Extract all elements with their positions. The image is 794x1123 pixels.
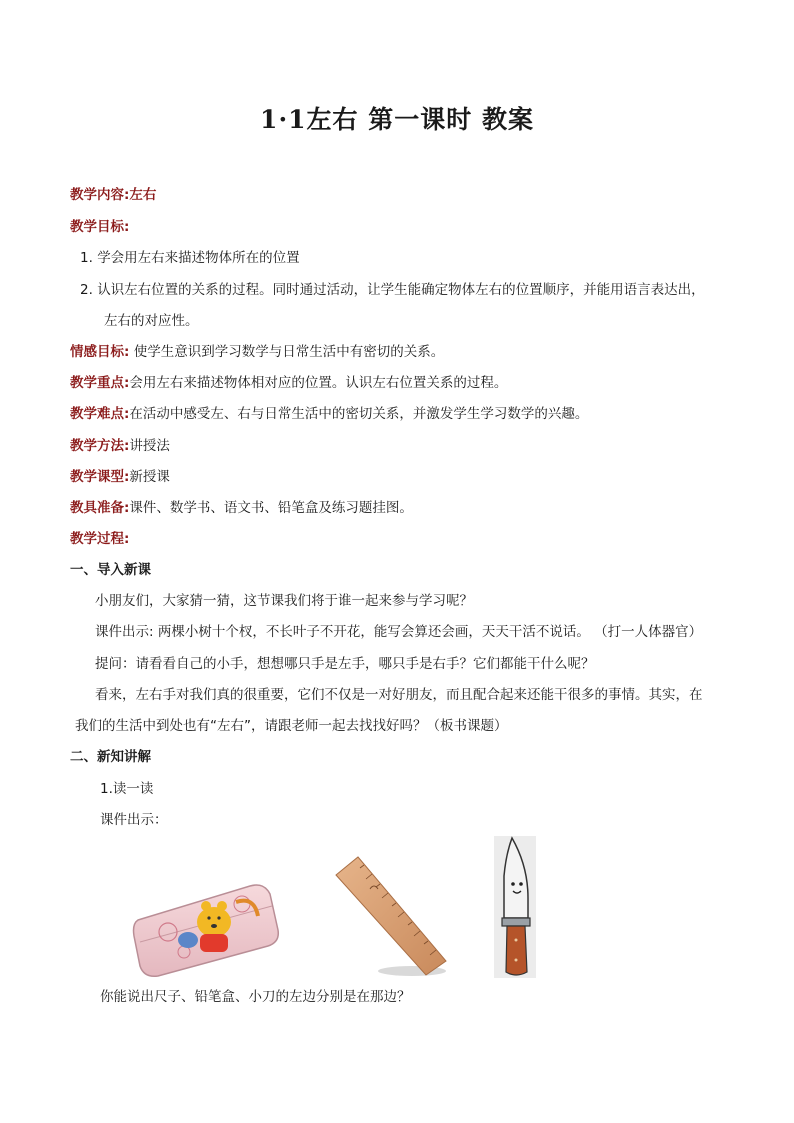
difficulty-line: [70, 404, 588, 424]
section1-p1: 小朋友们，大家猜一猜，这节课我们将于谁一起来参与学习呢？: [95, 593, 473, 609]
goal-item-1-text: 学会用左右来描述物体所在的位置: [97, 250, 300, 266]
goal-item-2-cont: 左右的对应性。: [104, 313, 199, 329]
tools-value: 课件、数学书、语文书、铅笔盒及练习题挂图。: [129, 500, 413, 516]
section1-p5: 我们的生活中到处也有“左右”，请跟老师一起去找找好吗？（板书课题）: [75, 718, 508, 734]
section1-p3: 提问：请看看自己的小手，想想哪只手是左手，哪只手是右手？它们都能干什么呢？: [95, 656, 595, 672]
wooden-ruler-illustration: [334, 855, 448, 979]
section2-heading: 二、新知讲解: [70, 749, 151, 765]
pencil-case-illustration: [132, 880, 280, 978]
process-line: [70, 529, 129, 549]
difficulty-value: 在活动中感受左、右与日常生活中的密切关系，并激发学生学习数学的兴趣。: [129, 406, 589, 422]
process-label: 教学过程:: [70, 531, 130, 547]
section2-question: 你能说出尺子、铅笔盒、小刀的左边分别是在那边？: [100, 989, 411, 1005]
difficulty-label: 教学难点:: [70, 406, 130, 422]
content-label: 教学内容:: [70, 187, 130, 203]
goal-item-2: [80, 280, 705, 300]
goal-item-2-num: 2.: [80, 282, 93, 298]
section2-show: 课件出示：: [100, 812, 168, 828]
section1-p2: 课件出示: 两棵小树十个杈，不长叶子不开花，能写会算还会画，天天干活不说话。 （打一人体器官）: [95, 624, 703, 640]
goal-item-1-num: 1.: [80, 250, 93, 266]
tools-label: 教具准备:: [70, 500, 130, 516]
content-value: 左右: [129, 187, 157, 203]
emotion-line: [70, 342, 444, 362]
ruler-image: [334, 855, 448, 979]
type-line: [70, 467, 170, 487]
section2-sub: 1.读一读: [100, 781, 154, 797]
emotion-value: 使学生意识到学习数学与日常生活中有密切的关系。: [129, 344, 445, 360]
type-label: 教学课型:: [70, 469, 130, 485]
page-title: 1·1左右 第一课时 教案: [260, 105, 534, 134]
goal-item-2-text: 认识左右位置的关系的过程。同时通过活动，让学生能确定物体左右的位置顺序，并能用语言表达出，: [97, 282, 705, 298]
section1-p4: 看来，左右手对我们真的很重要，它们不仅是一对好朋友，而且配合起来还能干很多的事情。其实，在: [95, 687, 703, 703]
method-line: [70, 436, 170, 456]
section1-heading: 一、导入新课: [70, 562, 151, 578]
method-label: 教学方法:: [70, 438, 130, 454]
key-line: [70, 373, 507, 393]
goal-item-1: [80, 248, 300, 268]
type-value: 新授课: [129, 469, 170, 485]
method-value: 讲授法: [129, 438, 170, 454]
key-value: 会用左右来描述物体相对应的位置。认识左右位置关系的过程。: [129, 375, 508, 391]
knife-illustration: [494, 836, 536, 978]
content-line: [70, 185, 156, 205]
emotion-label: 情感目标:: [70, 344, 130, 360]
goals-label: 教学目标:: [70, 219, 130, 235]
pencil-case-image: [132, 880, 280, 978]
goals-line: [70, 217, 129, 237]
key-label: 教学重点:: [70, 375, 130, 391]
tools-line: [70, 498, 413, 518]
knife-image: [494, 836, 536, 978]
